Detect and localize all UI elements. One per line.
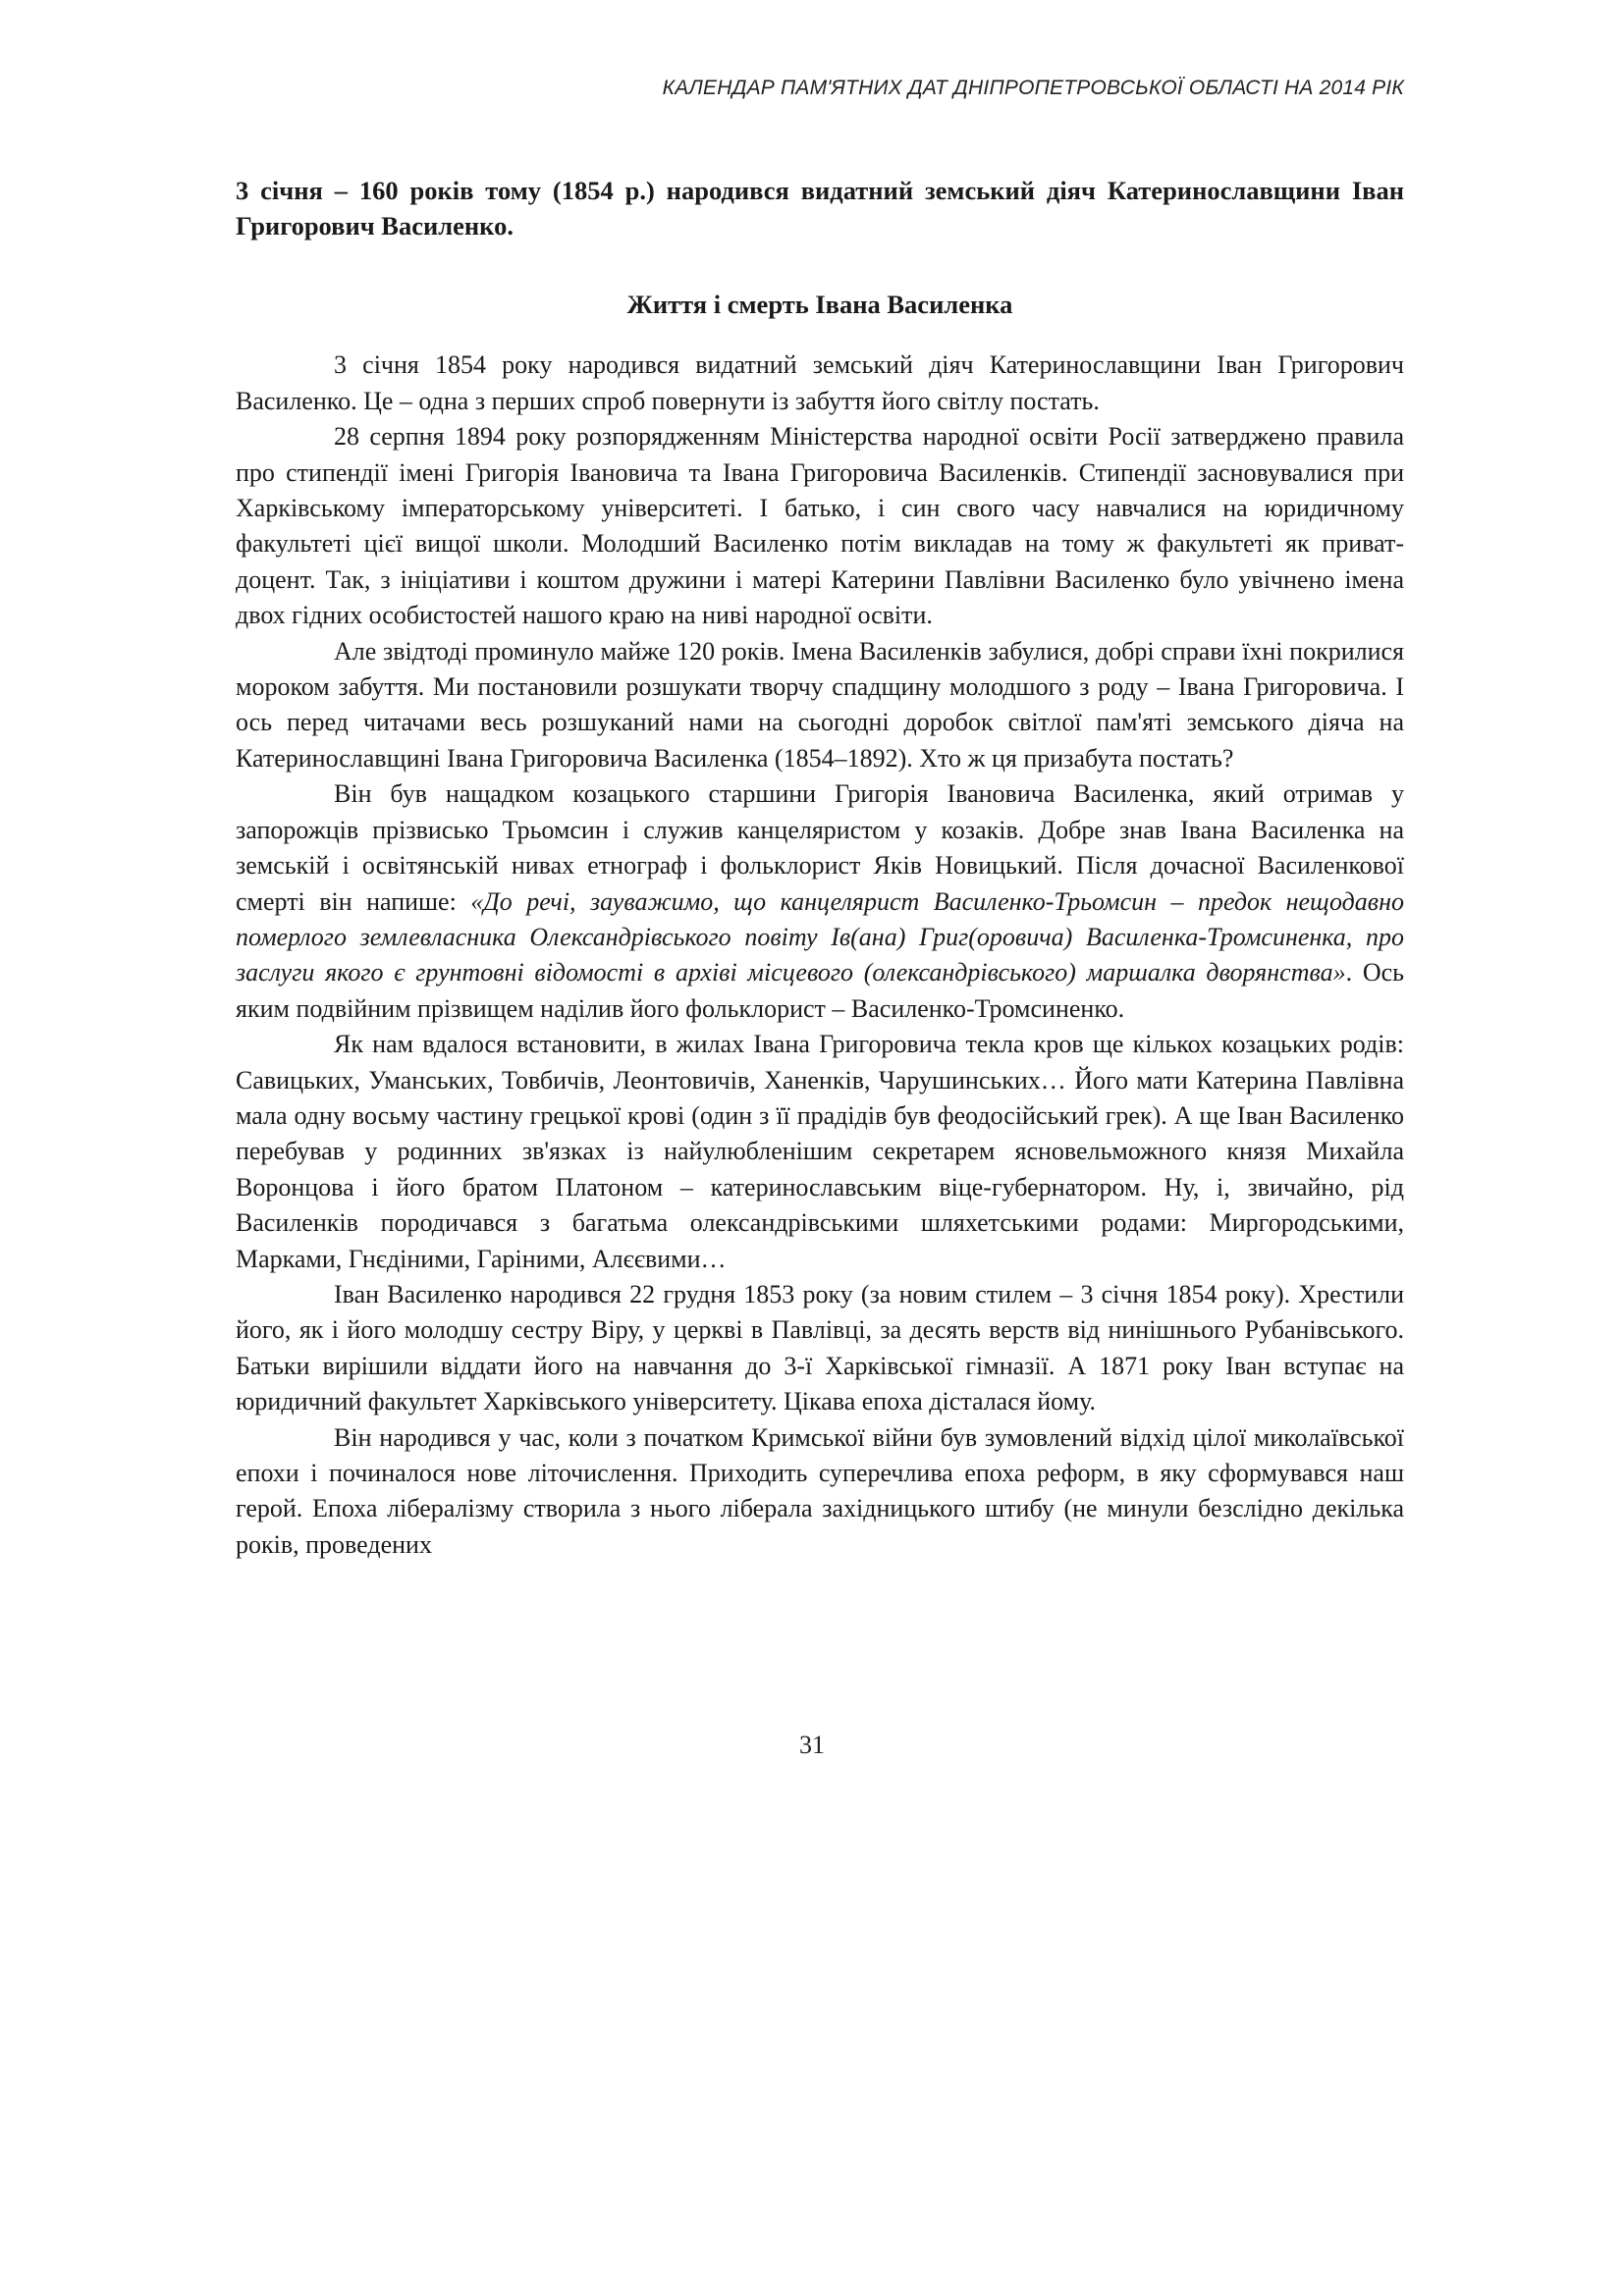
section-title: Життя і смерть Івана Василенка: [626, 290, 1013, 319]
paragraph-7: Він народився у час, коли з початком Кримської війни був зумовлений відхід цілої миколаївської епохи і починалося нове літочислення. Приходить суперечлива епоха реформ, в яку сформувався наш герой. Епоха лібералізму створила з нього ліберала західницького штибу (не минули безслідно декілька років, проведених: [236, 1422, 1404, 1559]
paragraph-1: 3 січня 1854 року народився видатний земський діяч Катеринославщини Іван Григорович Василенко. Це – одна з перших спроб повернути із забуття його світлу постать.: [236, 350, 1404, 415]
paragraph-4-text: Він був нащадком козацького старшини Григорія Івановича Василенка, який отримав у запорожців прізвисько Трьомсин і служив канцеляристом у козаків. Добре знав Івана Василенка на земській і освітянській нивах етнограф і фольклорист Яків Новицький. Після дочасної Василенкової смерті він напише:: [236, 779, 1404, 916]
novytskyi-quote: «До речі, зауважимо, що канцелярист Василенко-Трьомсин – предок нещодавно померлого землевласника Олександрівського повіту Ів(ана) Григ(оровича) Василенка-Тромсиненка, про заслуги якого є грунтовні відомості в архіві місцевого (олександрівського) маршалка дворянства»: [236, 886, 1404, 988]
paragraph-4: [236, 776, 1404, 1027]
page-number: 31: [799, 1731, 825, 1759]
paragraph-4-ending: . Ось яким подвійним прізвищем наділив його фольклорист – Василенко-Тромсиненко.: [236, 958, 1404, 1023]
paragraph-6: Іван Василенко народився 22 грудня 1853 року (за новим стилем – 3 січня 1854 року). Хрестили його, як і його молодшу сестру Віру, у церкві в Павлівці, за десять верств від нинішнього Рубанівського. Батьки вирішили віддати його на навчання до 3-ї Харківської гімназії. А 1871 року Іван вступає на юридичний факультет Харківського університету. Цікава епоха дісталася йому.: [236, 1279, 1404, 1416]
paragraph-2: 28 серпня 1894 року розпорядженням Міністерства народної освіти Росії затверджено правила про стипендії імені Григорія Івановича та Івана Григоровича Василенків. Стипендії засновувалися при Харківському імператорському університеті. І батько, і син свого часу навчалися на юридичному факультеті цієї вищої школи. Молодший Василенко потім викладав на тому ж факультеті як приват-доцент. Так, з ініціативи і коштом дружини і матері Катерини Павлівни Василенко було увічнено імена двох гідних особистостей нашого краю на ниві народної освіти.: [236, 422, 1404, 630]
article-body: [236, 173, 1404, 1563]
paragraph-3: Але звідтоді проминуло майже 120 років. Імена Василенків забулися, добрі справи їхні покрилися мороком забуття. Ми постановили розшукати творчу спадщину молодшого з роду – Івана Григоровича. І ось перед читачами весь розшуканий нами на сьогодні доробок світлої пам'яті земського діяча на Катеринославщині Івана Григоровича Василенка (1854–1892). Хто ж ця призабута постать?: [236, 636, 1404, 773]
running-header: КАЛЕНДАР ПАМ'ЯТНИХ ДАТ ДНІПРОПЕТРОВСЬКОЇ ОБЛАСТІ НА 2014 РІК: [662, 77, 1404, 99]
article-headline: 3 січня – 160 років тому (1854 р.) народився видатний земський діяч Катеринославщини Іван Григорович Василенко.: [236, 176, 1404, 240]
paragraph-5: Як нам вдалося встановити, в жилах Івана Григоровича текла кров ще кількох козацьких родів: Савицьких, Уманських, Товбичів, Леонтовичів, Ханенків, Чарушинських… Його мати Катерина Павлівна мала одну восьму частину грецької крові (один з її прадідів був феодосійський грек). А ще Іван Василенко перебував у родинних зв'язках із найулюбленішим секретарем ясновельможного князя Михайла Воронцова і його братом Платоном – катеринославським віце-губернатором. Ну, і, звичайно, рід Василенків породичався з багатьма олександрівськими шляхетськими родами: Миргородськими, Марками, Гнєдіними, Гаріними, Алєєвими…: [236, 1030, 1404, 1273]
